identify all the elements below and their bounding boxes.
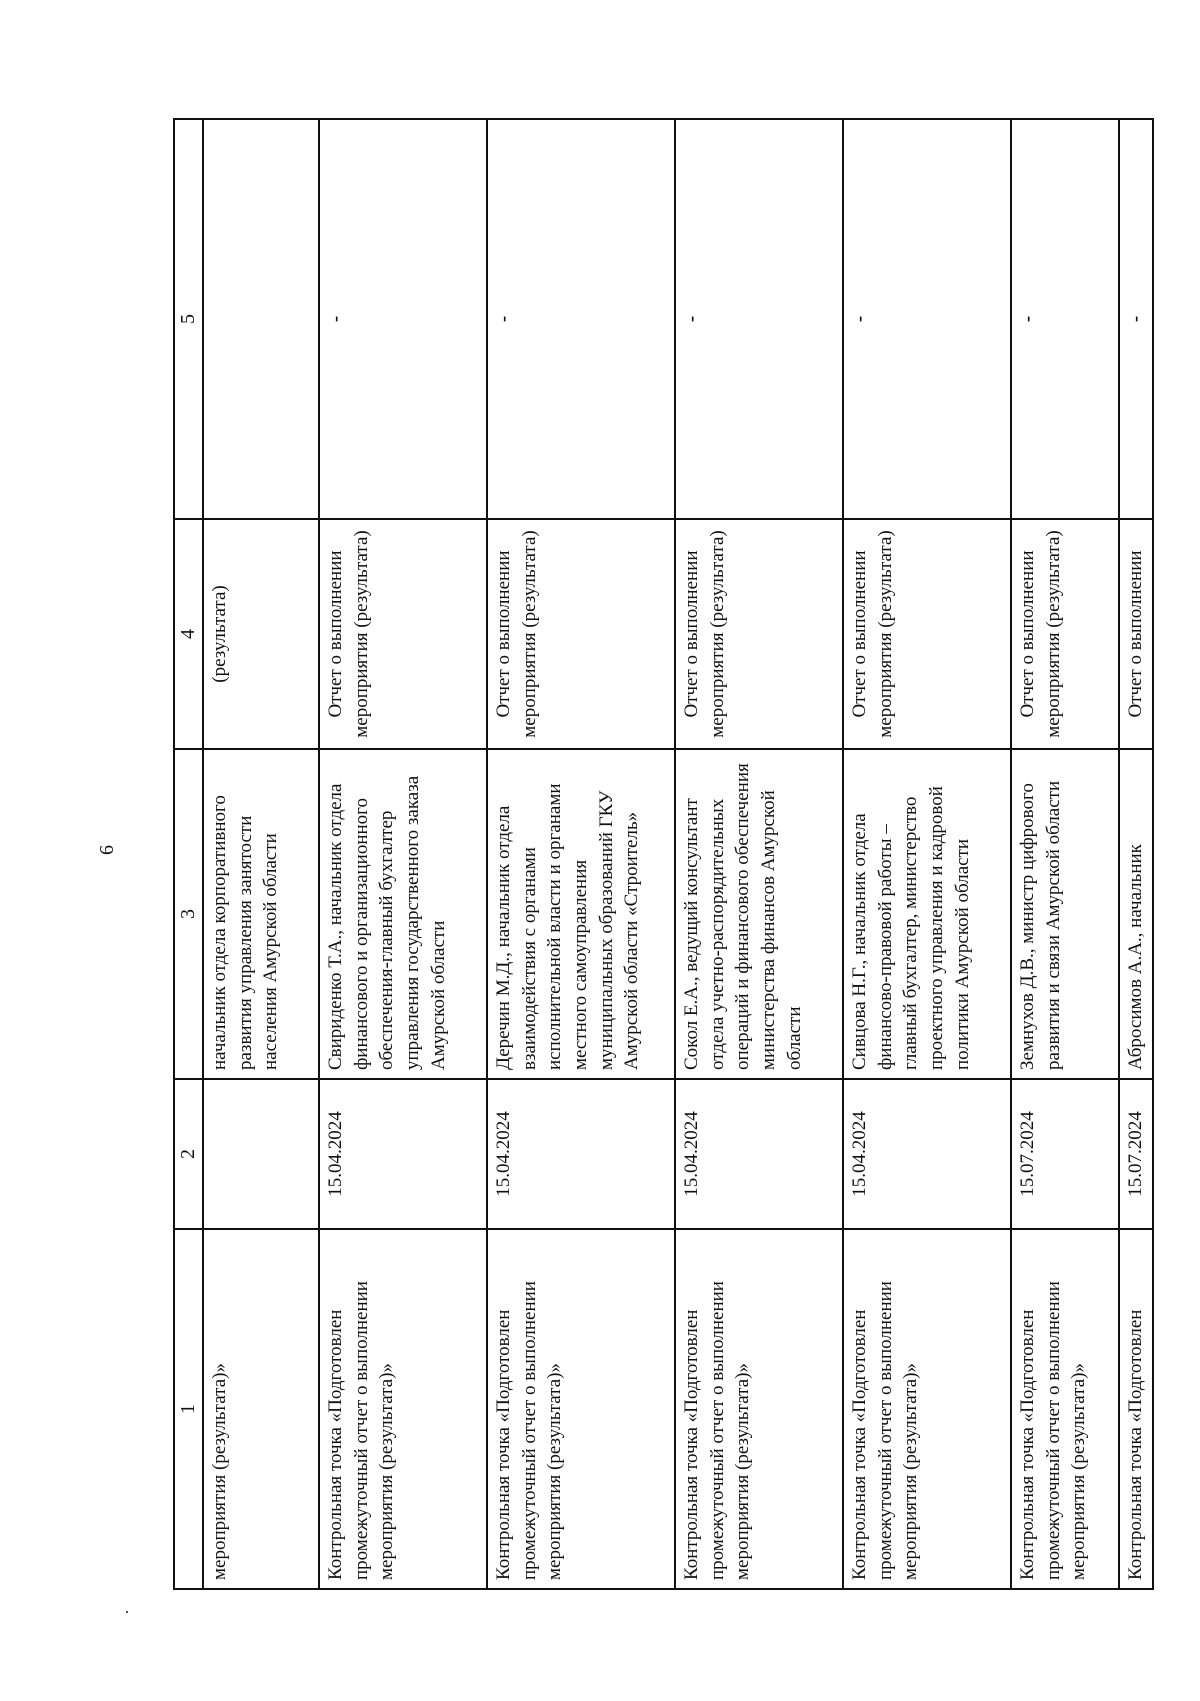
cell-date: 15.04.2024 [843, 1079, 1011, 1229]
cell-document: (результата) [203, 519, 319, 749]
header-cell-5: 5 [174, 119, 203, 519]
table-row [203, 119, 319, 1589]
rotated-table-wrapper [173, 120, 1146, 1590]
cell-date [203, 1079, 319, 1229]
cell-date: 15.04.2024 [319, 1079, 487, 1229]
table-row [1011, 119, 1119, 1589]
cell-note: - [487, 119, 675, 519]
header-cell-4: 4 [174, 519, 203, 749]
cell-responsible: Сивцова Н.Г., начальник отдела финансово-правовой работы – главный бухгалтер, министерство проектного управления и кадровой политики Амурской области [843, 749, 1011, 1079]
cell-responsible: Абросимов А.А., начальник [1119, 749, 1153, 1079]
cell-control-point: Контрольная точка «Подготовлен промежуточный отчет о выполнении мероприятия (результата)» [487, 1229, 675, 1589]
table-row [843, 119, 1011, 1589]
cell-document: Отчет о выполнении мероприятия (результата) [675, 519, 843, 749]
cell-note: - [1119, 119, 1153, 519]
cell-control-point: Контрольная точка «Подготовлен промежуточный отчет о выполнении мероприятия (результата)» [675, 1229, 843, 1589]
cell-document: Отчет о выполнении мероприятия (результата) [487, 519, 675, 749]
cell-responsible: Свириденко Т.А., начальник отдела финансового и организационного обеспечения-главный бухгалтер управления государственного заказа Амурской области [319, 749, 487, 1079]
header-cell-3: 3 [174, 749, 203, 1079]
scan-speck [126, 1611, 128, 1613]
cell-control-point: мероприятия (результата)» [203, 1229, 319, 1589]
cell-control-point: Контрольная точка «Подготовлен промежуточный отчет о выполнении мероприятия (результата)» [1011, 1229, 1119, 1589]
cell-responsible: начальник отдела корпоративного развития управления занятости населения Амурской области [203, 749, 319, 1079]
cell-document: Отчет о выполнении [1119, 519, 1153, 749]
cell-date: 15.07.2024 [1011, 1079, 1119, 1229]
cell-document: Отчет о выполнении мероприятия (результата) [1011, 519, 1119, 749]
cell-responsible: Сокол Е.А., ведущий консультант отдела учетно-распорядительных операций и финансового обеспечения министерства финансов Амурской области [675, 749, 843, 1079]
cell-document: Отчет о выполнении мероприятия (результата) [319, 519, 487, 749]
cell-date: 15.07.2024 [1119, 1079, 1153, 1229]
cell-note [203, 119, 319, 519]
cell-responsible: Деречин М.Д., начальник отдела взаимодействия с органами исполнительной власти и органами местного самоуправления муниципальных образований ГКУ Амурской области «Строитель» [487, 749, 675, 1079]
header-cell-1: 1 [174, 1229, 203, 1589]
cell-note: - [1011, 119, 1119, 519]
table-row [675, 119, 843, 1589]
cell-document: Отчет о выполнении мероприятия (результата) [843, 519, 1011, 749]
cell-responsible: Земнухов Д.В., министр цифрового развития и связи Амурской области [1011, 749, 1119, 1079]
table-header-row [174, 119, 203, 1589]
table-row [319, 119, 487, 1589]
table-row [1119, 119, 1153, 1589]
cell-date: 15.04.2024 [675, 1079, 843, 1229]
cell-note: - [319, 119, 487, 519]
header-cell-2: 2 [174, 1079, 203, 1229]
cell-note: - [843, 119, 1011, 519]
cell-note: - [675, 119, 843, 519]
cell-date: 15.04.2024 [487, 1079, 675, 1229]
cell-control-point: Контрольная точка «Подготовлен [1119, 1229, 1153, 1589]
cell-control-point: Контрольная точка «Подготовлен промежуточный отчет о выполнении мероприятия (результата)» [319, 1229, 487, 1589]
control-points-table [173, 118, 1154, 1590]
table-row [487, 119, 675, 1589]
cell-control-point: Контрольная точка «Подготовлен промежуточный отчет о выполнении мероприятия (результата)» [843, 1229, 1011, 1589]
page-number: 6 [96, 845, 118, 855]
